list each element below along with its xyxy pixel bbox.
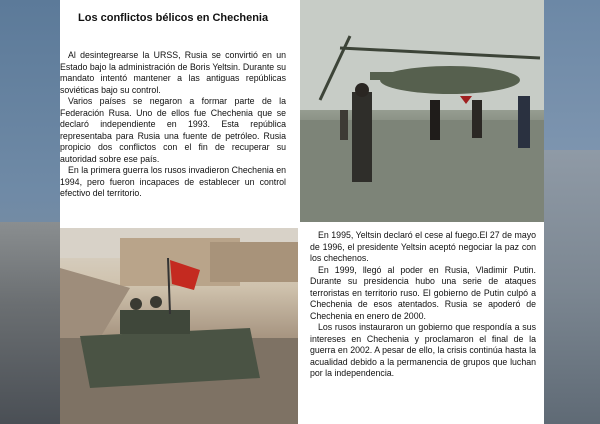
paragraph: En 1999, llegó al poder en Rusia, Vladimir Putin. Durante su presidencia hubo una serie de ataques terroristas en territorio ruso. El gobierno de Putin culpó a Chechenia de esos atentados. Rusia se apoderó de Chechenia en enero de 2000. <box>310 264 536 321</box>
paragraph: Varios países se negaron a formar parte de la Federación Rusa. Uno de ellos fue Chechenia que se declaró independiente en 1993. Esta república representaba para Rusia una fuente de petróleo. Rusia propicio dos conflictos con el fin de recuperar su autoridad sobre ese país. <box>60 96 286 164</box>
paragraph: En la primera guerra los rusos invadieron Chechenia en 1994, pero fueron incapaces de establecer un control efectivo del territorio. <box>60 165 286 198</box>
paragraph: Los rusos instauraron un gobierno que respondía a sus intereses en Chechenia y proclamaron el final de la guerra en 2002. A pesar de ello, la crisis continúa hasta la acualidad debido a la permanencia de grupos que luchan por la independencia. <box>310 322 536 378</box>
right-text-column <box>310 230 536 380</box>
page-title: Los conflictos bélicos en Chechenia <box>78 12 269 24</box>
helicopter-soldiers-photo <box>300 0 544 222</box>
tank-flag-photo <box>60 228 298 424</box>
paragraph: En 1995, Yeltsin declaró el cese al fuego.El 27 de mayo de 1996, el presidente Yeltsin aceptó negociar la paz con los chechenos. <box>310 230 536 263</box>
left-text-column <box>60 50 286 200</box>
ruins-photo-left <box>0 222 60 424</box>
ruins-photo-right <box>544 150 600 424</box>
paragraph: Al desintegrearse la URSS, Rusia se convirtió en un Estado bajo la administración de Boris Yeltsin. Durante su mandato intentó mantener a las antiguas repúblicas soviéticas bajo su control. <box>60 50 286 95</box>
